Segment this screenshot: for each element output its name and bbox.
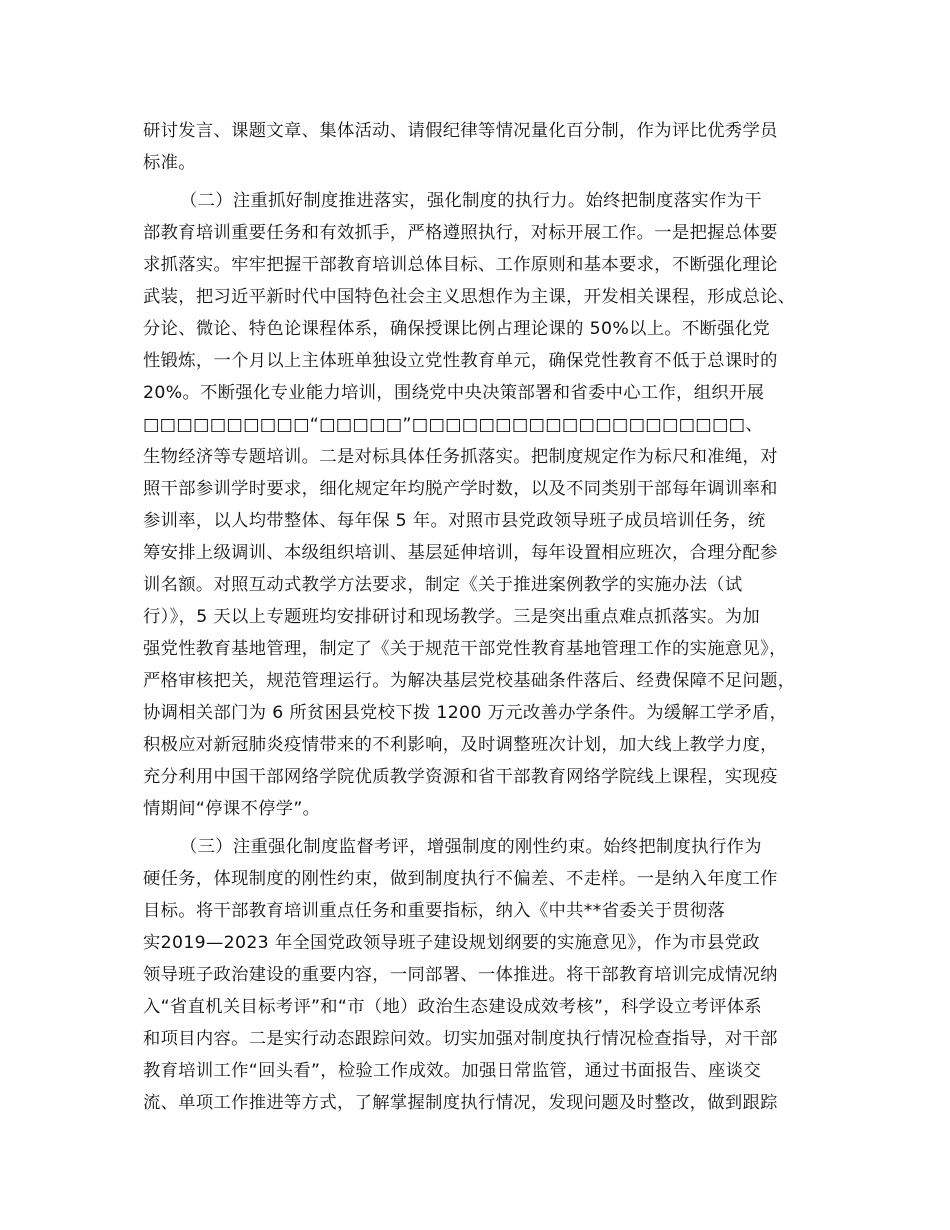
text-line: 目标。将干部教育培训重点任务和重要指标，纳入《中共**省委关于贯彻落 [143,901,726,921]
paragraph-heading-line: （三）注重强化制度监督考评，增强制度的刚性约束。始终把制度执行作为 [180,837,762,857]
text-line: 求抓落实。牢牢把握干部教育培训总体目标、工作原则和基本要求，不断强化理论 [143,255,778,275]
text-line: 情期间“停课不停学”。 [143,799,321,819]
text-line: 和项目内容。二是实行动态跟踪问效。切实加强对制度执行情况检查指导，对干部 [143,1029,778,1049]
text-line: 流、单项工作推进等方式，了解掌握制度执行情况，发现问题及时整改，做到跟踪 [143,1093,778,1113]
text-line: 硬任务，体现制度的刚性约束，做到制度执行不偏差、不走样。一是纳入年度工作 [143,869,778,889]
text-line: 领导班子政治建设的重要内容，一同部署、一体推进。将干部教育培训完成情况纳 [143,965,778,985]
text-line: 生物经济等专题培训。二是对标具体任务抓落实。把制度规定作为标尺和准绳，对 [143,447,778,467]
text-line: 实2019—2023 年全国党政领导班子建设规划纲要的实施意见》，作为市县党政 [143,933,760,953]
text-line: 标准。 [143,153,196,173]
text-line: 行）》，5 天以上专题班均安排研讨和现场教学。三是突出重点难点抓落实。为加 [143,607,760,627]
text-line: □□□□□□□□□□“□□□□□”□□□□□□□□□□□□□□□□□□□□、 [143,415,763,435]
text-line: 严格审核把关，规范管理运行。为解决基层党校基础条件落后、经费保障不足问题， [143,671,796,691]
text-line: 研讨发言、课题文章、集体活动、请假纪律等情况量化百分制，作为评比优秀学员 [143,121,778,141]
text-line: 部教育培训重要任务和有效抓手，严格遵照执行，对标开展工作。一是把握总体要 [143,223,778,243]
text-line: 照干部参训学时要求，细化规定年均脱产学时数，以及不同类别干部每年调训率和 [143,479,778,499]
text-line: 训名额。对照互动式教学方法要求，制定《关于推进案例教学的实施办法（试 [143,575,743,595]
paragraph-heading-line: （二）注重抓好制度推进落实，强化制度的执行力。始终把制度落实作为干 [180,191,762,211]
text-line: 筹安排上级调训、本级组织培训、基层延伸培训，每年设置相应班次，合理分配参 [143,543,778,563]
text-line: 入“省直机关目标考评”和“市（地）政治生态建设成效考核”，科学设立考评体系 [143,997,763,1017]
text-line: 参训率，以人均带整体、每年保 5 年。对照市县党政领导班子成员培训任务，统 [143,511,766,531]
text-line: 性锻炼，一个月以上主体班单独设立党性教育单元，确保党性教育不低于总课时的 [143,351,778,371]
text-line: 武装，把习近平新时代中国特色社会主义思想作为主课，开发相关课程，形成总论、 [143,287,796,307]
text-line: 20%。不断强化专业能力培训，围绕党中央决策部署和省委中心工作，组织开展 [143,383,765,403]
text-line: 协调相关部门为 6 所贫困县党校下拨 1200 万元改善办学条件。为缓解工学矛盾， [143,703,788,723]
text-line: 强党性教育基地管理，制定了《关于规范干部党性教育基地管理工作的实施意见》， [143,639,787,659]
text-line: 分论、微论、特色论课程体系，确保授课比例占理论课的 50%以上。不断强化党 [143,319,771,339]
text-line: 充分利用中国干部网络学院优质教学资源和省干部教育网络学院线上课程，实现疫 [143,767,778,787]
text-line: 教育培训工作“回头看”，检验工作成效。加强日常监管，通过书面报告、座谈交 [143,1061,762,1081]
text-line: 积极应对新冠肺炎疫情带来的不利影响，及时调整班次计划，加大线上教学力度， [143,735,778,755]
